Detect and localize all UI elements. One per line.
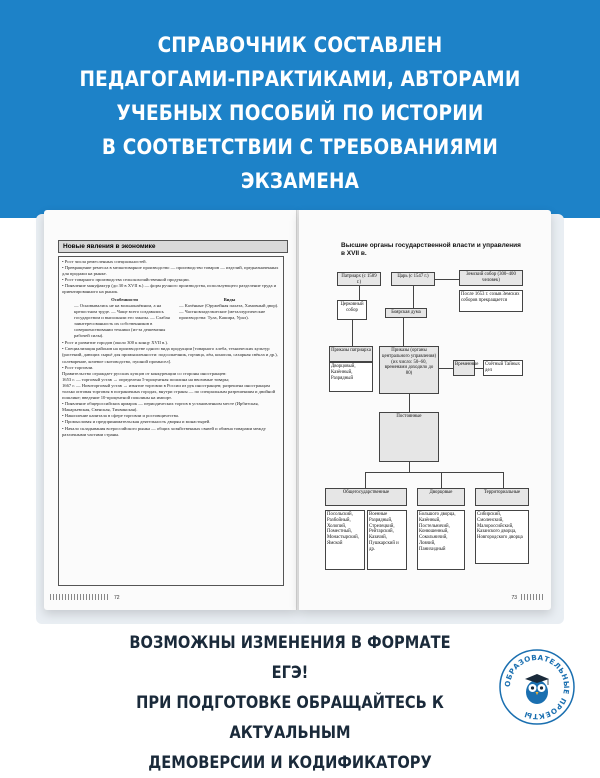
notice-line: ПРИ ПОДГОТОВКЕ ОБРАЩАЙТЕСЬ К АКТУАЛЬНЫМ bbox=[136, 693, 444, 743]
text-line: Правительство ограждает русских купцов от конкуренции со стороны иностранцев: bbox=[62, 370, 227, 376]
column-header: Виды bbox=[223, 296, 236, 302]
temporary-prikazy-box: Временные bbox=[453, 360, 475, 376]
text-line: • Накопление капитала в сфере торговли и ростовщичества. bbox=[62, 413, 180, 419]
permanent-prikazy-box: Постоянные bbox=[379, 412, 439, 462]
publisher-logo bbox=[498, 648, 576, 726]
right-page-title: Высшие органы государственной власти и управления в XVII в. bbox=[341, 242, 521, 257]
owl-icon bbox=[525, 674, 549, 704]
text-line: • Рост товарного производства сельскохозяйственной продукции. bbox=[62, 277, 190, 283]
column-header: Особенности bbox=[111, 296, 138, 302]
zemsky-note-box: После 1653 г. созыв Земских соборов прекращается bbox=[459, 290, 523, 312]
book-left-page bbox=[44, 210, 297, 610]
page-footer-bar bbox=[521, 594, 545, 600]
general-prikazy-list: Посольский, Разбойный, Холопий, Поместный, Монастырский, Ямской bbox=[325, 510, 365, 570]
tsar-box: Царь (с 1547 г.) bbox=[391, 272, 435, 286]
headline-line: ПЕДАГОГАМИ-ПРАКТИКАМИ, АВТОРАМИ bbox=[79, 67, 521, 91]
page-number: 72 bbox=[114, 595, 120, 601]
page-number: 73 bbox=[511, 595, 517, 601]
features-table bbox=[74, 297, 280, 340]
left-page-title: Новые явления в экономике bbox=[58, 240, 288, 253]
patriarch-prikazy-box: Приказы патриарха bbox=[329, 346, 373, 362]
text-line: • Рост и развитие городов (около 300 к концу XVII в.). bbox=[62, 340, 169, 346]
text-line: • Появление общероссийских ярмарок — периодических торгов в установленном месте (Ирбитская, Макарьевская, Свенская, Тихвинская). bbox=[62, 401, 259, 413]
boyar-duma-box: Боярская дума bbox=[385, 308, 427, 318]
logo-text: ОБРАЗОВАТЕЛЬНЫЕ ПРОЕКТЫ bbox=[502, 652, 572, 722]
text-line: 1667 г. — Новоторговый устав → изъятие торговли в России из рук иностранцев; разрешена иностранцам только оптовая торговля в пограничных городах, внутри страны — по специальным разрешениям и двойной пошлине; введение 10-процентной пошлины на импорт. bbox=[62, 382, 276, 401]
palace-prikazy-box: Дворцовые bbox=[417, 488, 465, 506]
text-line: • Промысловая и предпринимательская деятельность дворян и монастырей. bbox=[62, 419, 211, 425]
text-line: • Начало складывания всероссийского рынка — общих хозяйственных связей и обмена товарами между различными частями страны. bbox=[62, 425, 266, 437]
book-right-page bbox=[299, 210, 551, 610]
column-text: — Казённые (Оружейная палата, Хамовный двор). — Частновладельческие (металлургические производства: Тула, Кашира, Урал). bbox=[179, 302, 279, 320]
text-line: • Специализация районов на производстве одного вида продукции [товарного хлеба, технических культур (растений, дающих сырьё для промышленности: подсолнечник, горчица, лён, конопля, сахарная свёкла и др.), солеварение, кочевое скотоводство, пушной промысел]. bbox=[62, 346, 278, 364]
exam-notice bbox=[80, 628, 500, 778]
text-line: • Рост торговли. bbox=[62, 364, 94, 370]
headline bbox=[20, 28, 580, 198]
notice-line: ДЕМОВЕРСИИ И КОДИФИКАТОРУ bbox=[148, 753, 432, 773]
temporary-prikazy-list: Счётный Тайных дел bbox=[483, 360, 523, 376]
patriarch-box: Патриарх (с 1589 г.) bbox=[337, 272, 381, 286]
church-council-box: Церковный собор bbox=[337, 300, 367, 320]
left-page-text bbox=[58, 256, 284, 586]
column-text: — Основывались не на вольнонаёмном, а на крепостном труде. — Чаще всего создавались государством и выполняли его заказы. — Слабая заинтересованность их собственников в совершенствовании техники (из-за дешевизны рабочей силы). bbox=[74, 302, 170, 339]
headline-line: СПРАВОЧНИК СОСТАВЛЕН bbox=[157, 33, 443, 57]
general-prikazy-box: Общегосударственные bbox=[325, 488, 407, 506]
headline-line: В СООТВЕТСТВИИ С ТРЕБОВАНИЯМИ ЭКЗАМЕНА bbox=[101, 135, 499, 193]
zemsky-sobor-box: Земский собор (300–400 человек) bbox=[459, 270, 523, 286]
prikazy-box: Приказы (органы центрального управления) (их число: 50–60, временами доходило до 80) bbox=[379, 346, 439, 394]
text-line: • Рост числа ремесленных специальностей. bbox=[62, 259, 147, 264]
territorial-prikazy-box: Территориальные bbox=[475, 488, 529, 506]
text-line: 1653 г. — торговый устав → определена 5-процентная пошлина на ввозимые товары; bbox=[62, 376, 230, 382]
text-line: • Превращение ремесла в мелкотоварное производство — производство товаров — изделий, предназначенных для продажи на рынке. bbox=[62, 265, 279, 277]
page-footer-bar bbox=[50, 594, 110, 600]
military-prikazy-list: Военные Разрядный, Стрелецкий, Рейтарский, Казачий, Пушкарский и др. bbox=[367, 510, 407, 570]
text-line: • Появление мануфактур (до 30 в XVII в.) — форм ручного производства, использующего разделение труда и ориентированного на рынок. bbox=[62, 283, 277, 295]
patriarch-prikazy-list: Дворцовый, Казённый, Разрядный bbox=[329, 362, 373, 392]
territorial-prikazy-list: Сибирский, Смоленский, Малороссийский, Казанского дворца, Новгородского дворца bbox=[475, 510, 529, 564]
notice-line: ВОЗМОЖНЫ ИЗМЕНЕНИЯ В ФОРМАТЕ ЕГЭ! bbox=[129, 633, 451, 683]
headline-line: УЧЕБНЫХ ПОСОБИЙ ПО ИСТОРИИ bbox=[116, 101, 484, 125]
palace-prikazy-list: Большого дворца, Казённый, Постельничий, Конюшенный, Сокольничий, Ловчий, Панихидный bbox=[417, 510, 465, 570]
